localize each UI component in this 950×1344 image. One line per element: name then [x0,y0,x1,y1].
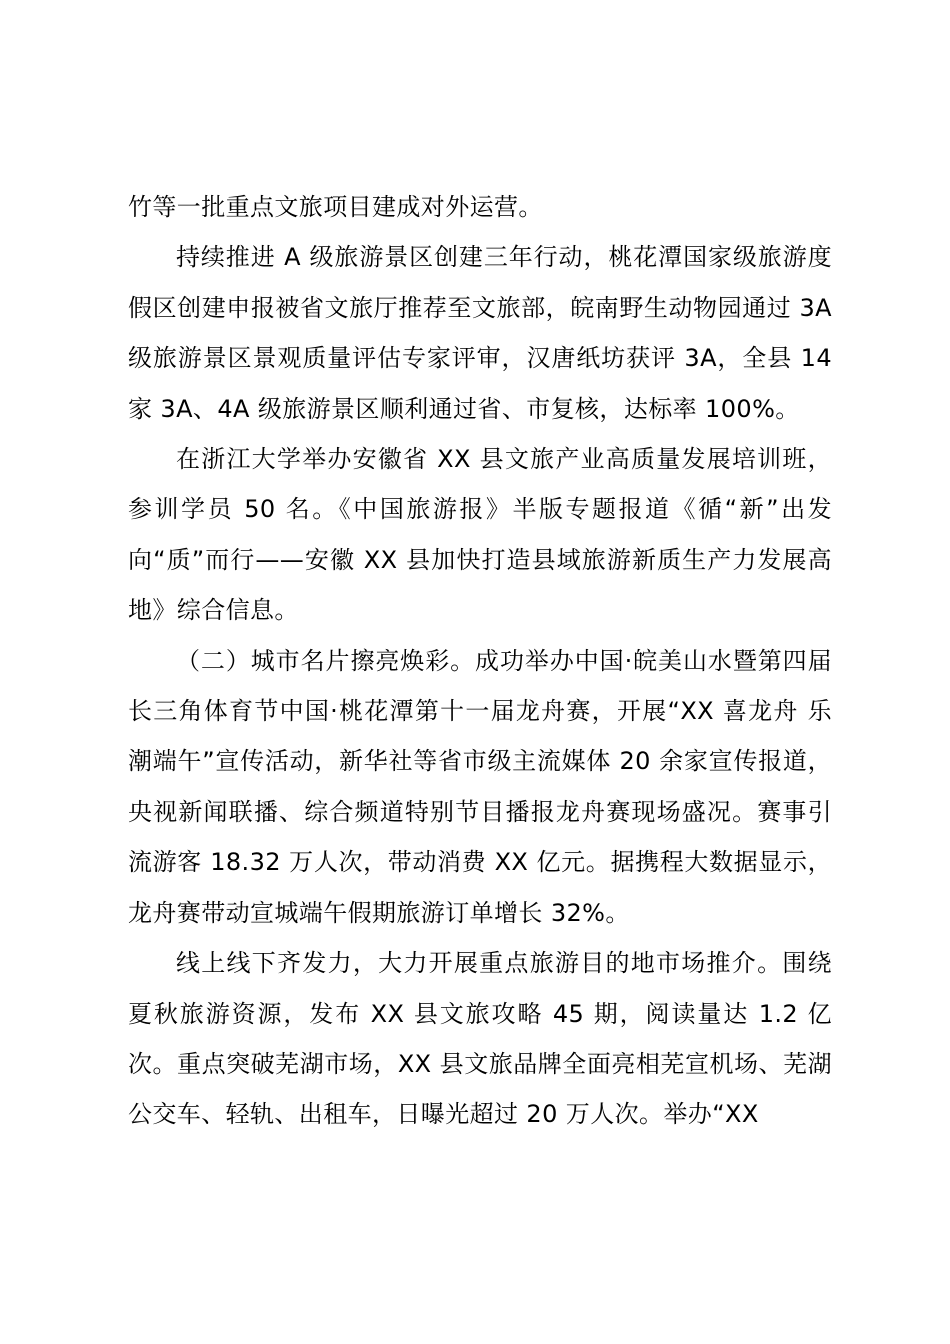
paragraph-city-card-dragon-boat: （二）城市名片擦亮焕彩。成功举办中国·皖美山水暨第四届长三角体育节中国·桃花潭第十一届龙舟赛，开展“XX 喜龙舟 乐潮端午”宣传活动，新华社等省市级主流媒体 20 余家宣传报道，央视新闻联播、综合频道特别节目播报龙舟赛现场盛况。赛事引流游客 18.32 万人次，带动消费 XX 亿元。据携程大数据显示，龙舟赛带动宣城端午假期旅游订单增长 32%。 [128,646,832,927]
paragraph-market-promotion: 线上线下齐发力，大力开展重点旅游目的地市场推介。围绕夏秋旅游资源，发布 XX 县文旅攻略 45 期，阅读量达 1.2 亿次。重点突破芜湖市场，XX 县文旅品牌全面亮相芜宣机场、芜湖公交车、轻轨、出租车，日曝光超过 20 万人次。举办“XX [128,949,832,1129]
paragraph-continuation: 竹等一批重点文旅项目建成对外运营。 [128,193,543,221]
paragraph-a-level-scenic-areas: 持续推进 A 级旅游景区创建三年行动，桃花潭国家级旅游度假区创建申报被省文旅厅推荐至文旅部，皖南野生动物园通过 3A 级旅游景区景观质量评估专家评审，汉唐纸坊获评 3A，全县 14 家 3A、4A 级旅游景区顺利通过省、市复核，达标率 100%。 [128,243,832,423]
paragraph-training-and-media: 在浙江大学举办安徽省 XX 县文旅产业高质量发展培训班，参训学员 50 名。《中国旅游报》半版专题报道《循“新”出发 向“质”而行——安徽 XX 县加快打造县域旅游新质生产力发展高地》综合信息。 [128,445,832,625]
document-body [128,182,832,1140]
